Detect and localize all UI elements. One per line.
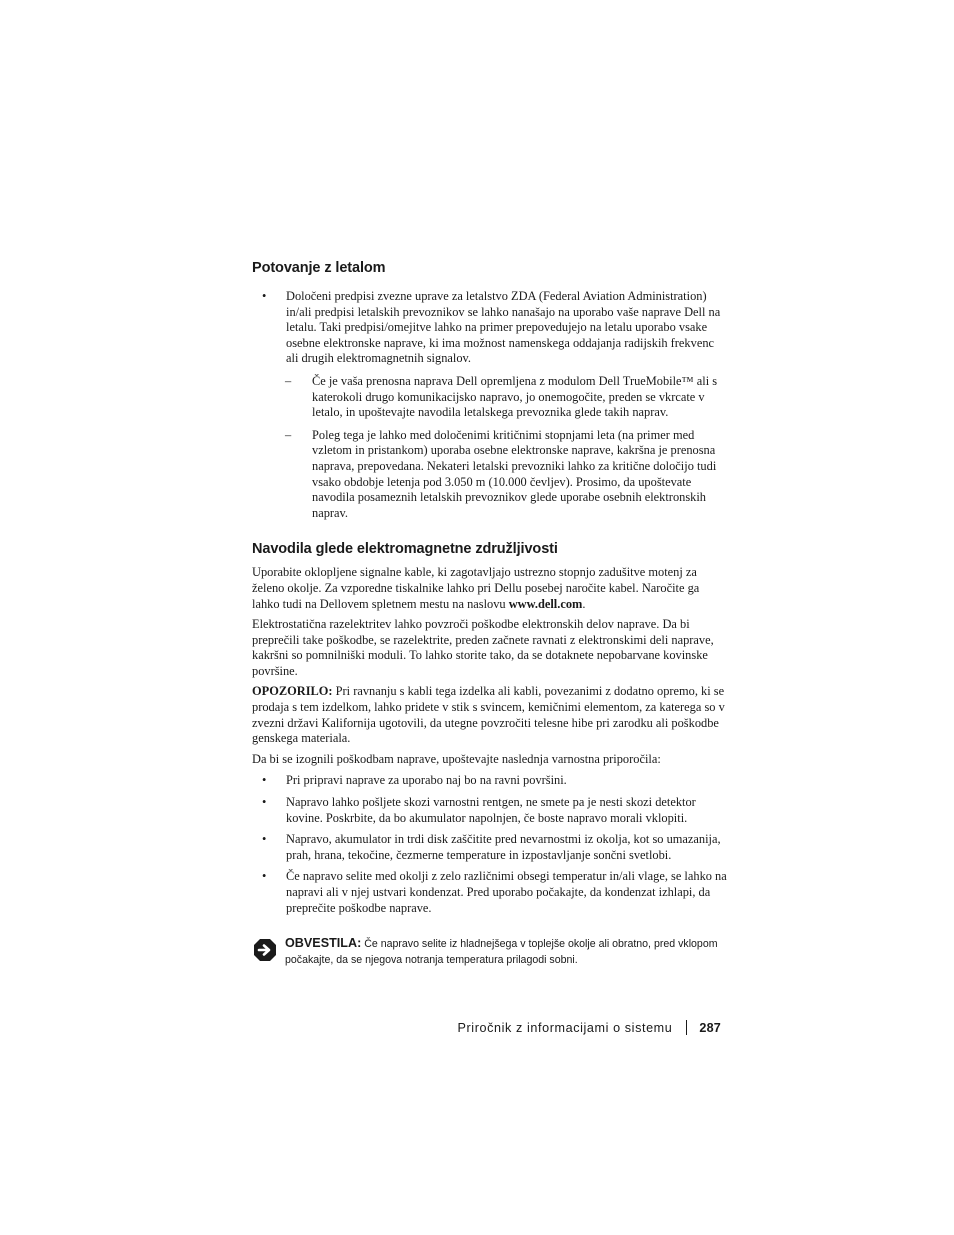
- bullet-marker: •: [262, 869, 267, 884]
- paragraph-warning: OPOZORILO: Pri ravnanju s kabli tega izdelka ali kabli, povezanimi z dodatno opremo, ki se prodaja s tem izdelkom, lahko pridete v stik s svincem, kemičnimi elementom, za katerega so v zvezni državi Kalifornija ugotovili, da utegne povzročiti telesne hibe pri zarodku ali poškodbe genskega materiala.: [252, 684, 725, 746]
- section-heading-air-travel: Potovanje z letalom: [252, 260, 386, 276]
- list-item: • Če napravo selite med okolji z zelo različnimi obsegi temperatur in/ali vlage, se lahko na napravi ali v njej ustvari kondenzat. Pred uporabo počakajte, da kondenzat izhlapi, da preprečite poškodbe naprave.: [262, 869, 727, 915]
- page-footer: [458, 1020, 721, 1035]
- website-link[interactable]: www.dell.com: [508, 596, 583, 611]
- bullet-marker: •: [262, 773, 267, 788]
- warning-label: OPOZORILO:: [252, 684, 333, 699]
- footer-divider: [686, 1020, 687, 1035]
- dash-marker: –: [285, 373, 292, 388]
- notice-icon: [253, 938, 277, 962]
- dash-marker: –: [285, 427, 292, 442]
- page-content: [252, 258, 728, 916]
- section-heading-emc: Navodila glede elektromagnetne združljivosti: [252, 541, 558, 558]
- sub-list-item: [252, 428, 728, 522]
- footer-title: Priročnik z informacijami o sistemu: [457, 1020, 673, 1035]
- bullet-marker: •: [262, 832, 267, 847]
- sub-item-text: Poleg tega je lahko med določenimi kritičnimi stopnjami leta (na primer med vzletom in pristankom) uporaba osebne elektronske naprave, kakršna je prenosna naprava, prepovedana. Nekateri letalski prevozniki lahko za kritične določijo tudi vsako obdobje letenja pod 3.050 m (10.000 čevljev). Prosimo, da upoštevate navodila posameznih letalskih prevoznikov glede uporabe osebnih elektronskih naprav.: [312, 427, 717, 520]
- notice-box: [252, 936, 728, 968]
- list-item: [252, 289, 728, 367]
- list-item: • Napravo lahko pošljete skozi varnostni rentgen, ne smete pa je nesti skozi detektor kovine. Poskrbite, da bo akumulator napolnjen, če boste napravo morali vklopiti.: [262, 795, 696, 825]
- list-item: • Pri pripravi naprave za uporabo naj bo na ravni površini.: [262, 773, 567, 788]
- paragraph-cables: Uporabite oklopljene signalne kable, ki zagotavljajo ustrezno stopnjo zadušitve motenj za želeno okolje. Za vzporedne tiskalnike lahko pri Dellu posebej naročite kabel. Naročite ga lahko tudi na Dellovem spletnem mestu na naslovu www.dell.com.: [252, 565, 700, 611]
- page-number: 287: [699, 1020, 721, 1035]
- notice-label: OBVESTILA:: [285, 936, 362, 950]
- bullet-marker: •: [262, 795, 267, 810]
- notice-text: OBVESTILA: Če napravo selite iz hladnejšega v toplejše okolje ali obratno, pred vklopom počakajte, da se njegova notranja temperatura prilagodi sobni.: [285, 936, 718, 966]
- list-item: • Napravo, akumulator in trdi disk zaščitite pred nevarnostmi iz okolja, kot so umazanija, prah, hrana, tekočine, čezmerne temperature in izpostavljanje sončni svetlobi.: [262, 832, 721, 862]
- bullet-text: Določeni predpisi zvezne uprave za letalstvo ZDA (Federal Aviation Administration) in/ali predpisi letalskih prevoznikov se lahko nanašajo na uporabo vaše naprave Dell na letalu. Taki predpisi/omejitve lahko na primer prepovedujejo na letalu uporabo vsake osebne elektronske naprave, ki ima možnost namenskega oddajanja radijskih frekvenc ali drugih elektromagnetnih signalov.: [286, 289, 721, 366]
- sub-list-item: [252, 374, 728, 421]
- paragraph-intro: Da bi se izognili poškodbam naprave, upoštevajte naslednja varnostna priporočila:: [252, 751, 661, 766]
- sub-item-text: Če je vaša prenosna naprava Dell opremljena z modulom Dell TrueMobile™ ali s katerokoli drugo komunikacijsko napravo, jo onemogočite, preden se vkrcate v letalo, in upoštevajte navodila letalskega prevoznika glede takih naprav.: [312, 373, 718, 420]
- paragraph-esd: Elektrostatična razelektritev lahko povzroči poškodbe elektronskih delov naprave. Da bi preprečili take poškodbe, se razelektrite, preden začnete ravnati z elektronskimi deli naprave, kakršni so pomnilniški moduli. To lahko storite tako, da se dotaknete nepobarvane kovinske površine.: [252, 617, 714, 678]
- bullet-marker: •: [262, 289, 267, 303]
